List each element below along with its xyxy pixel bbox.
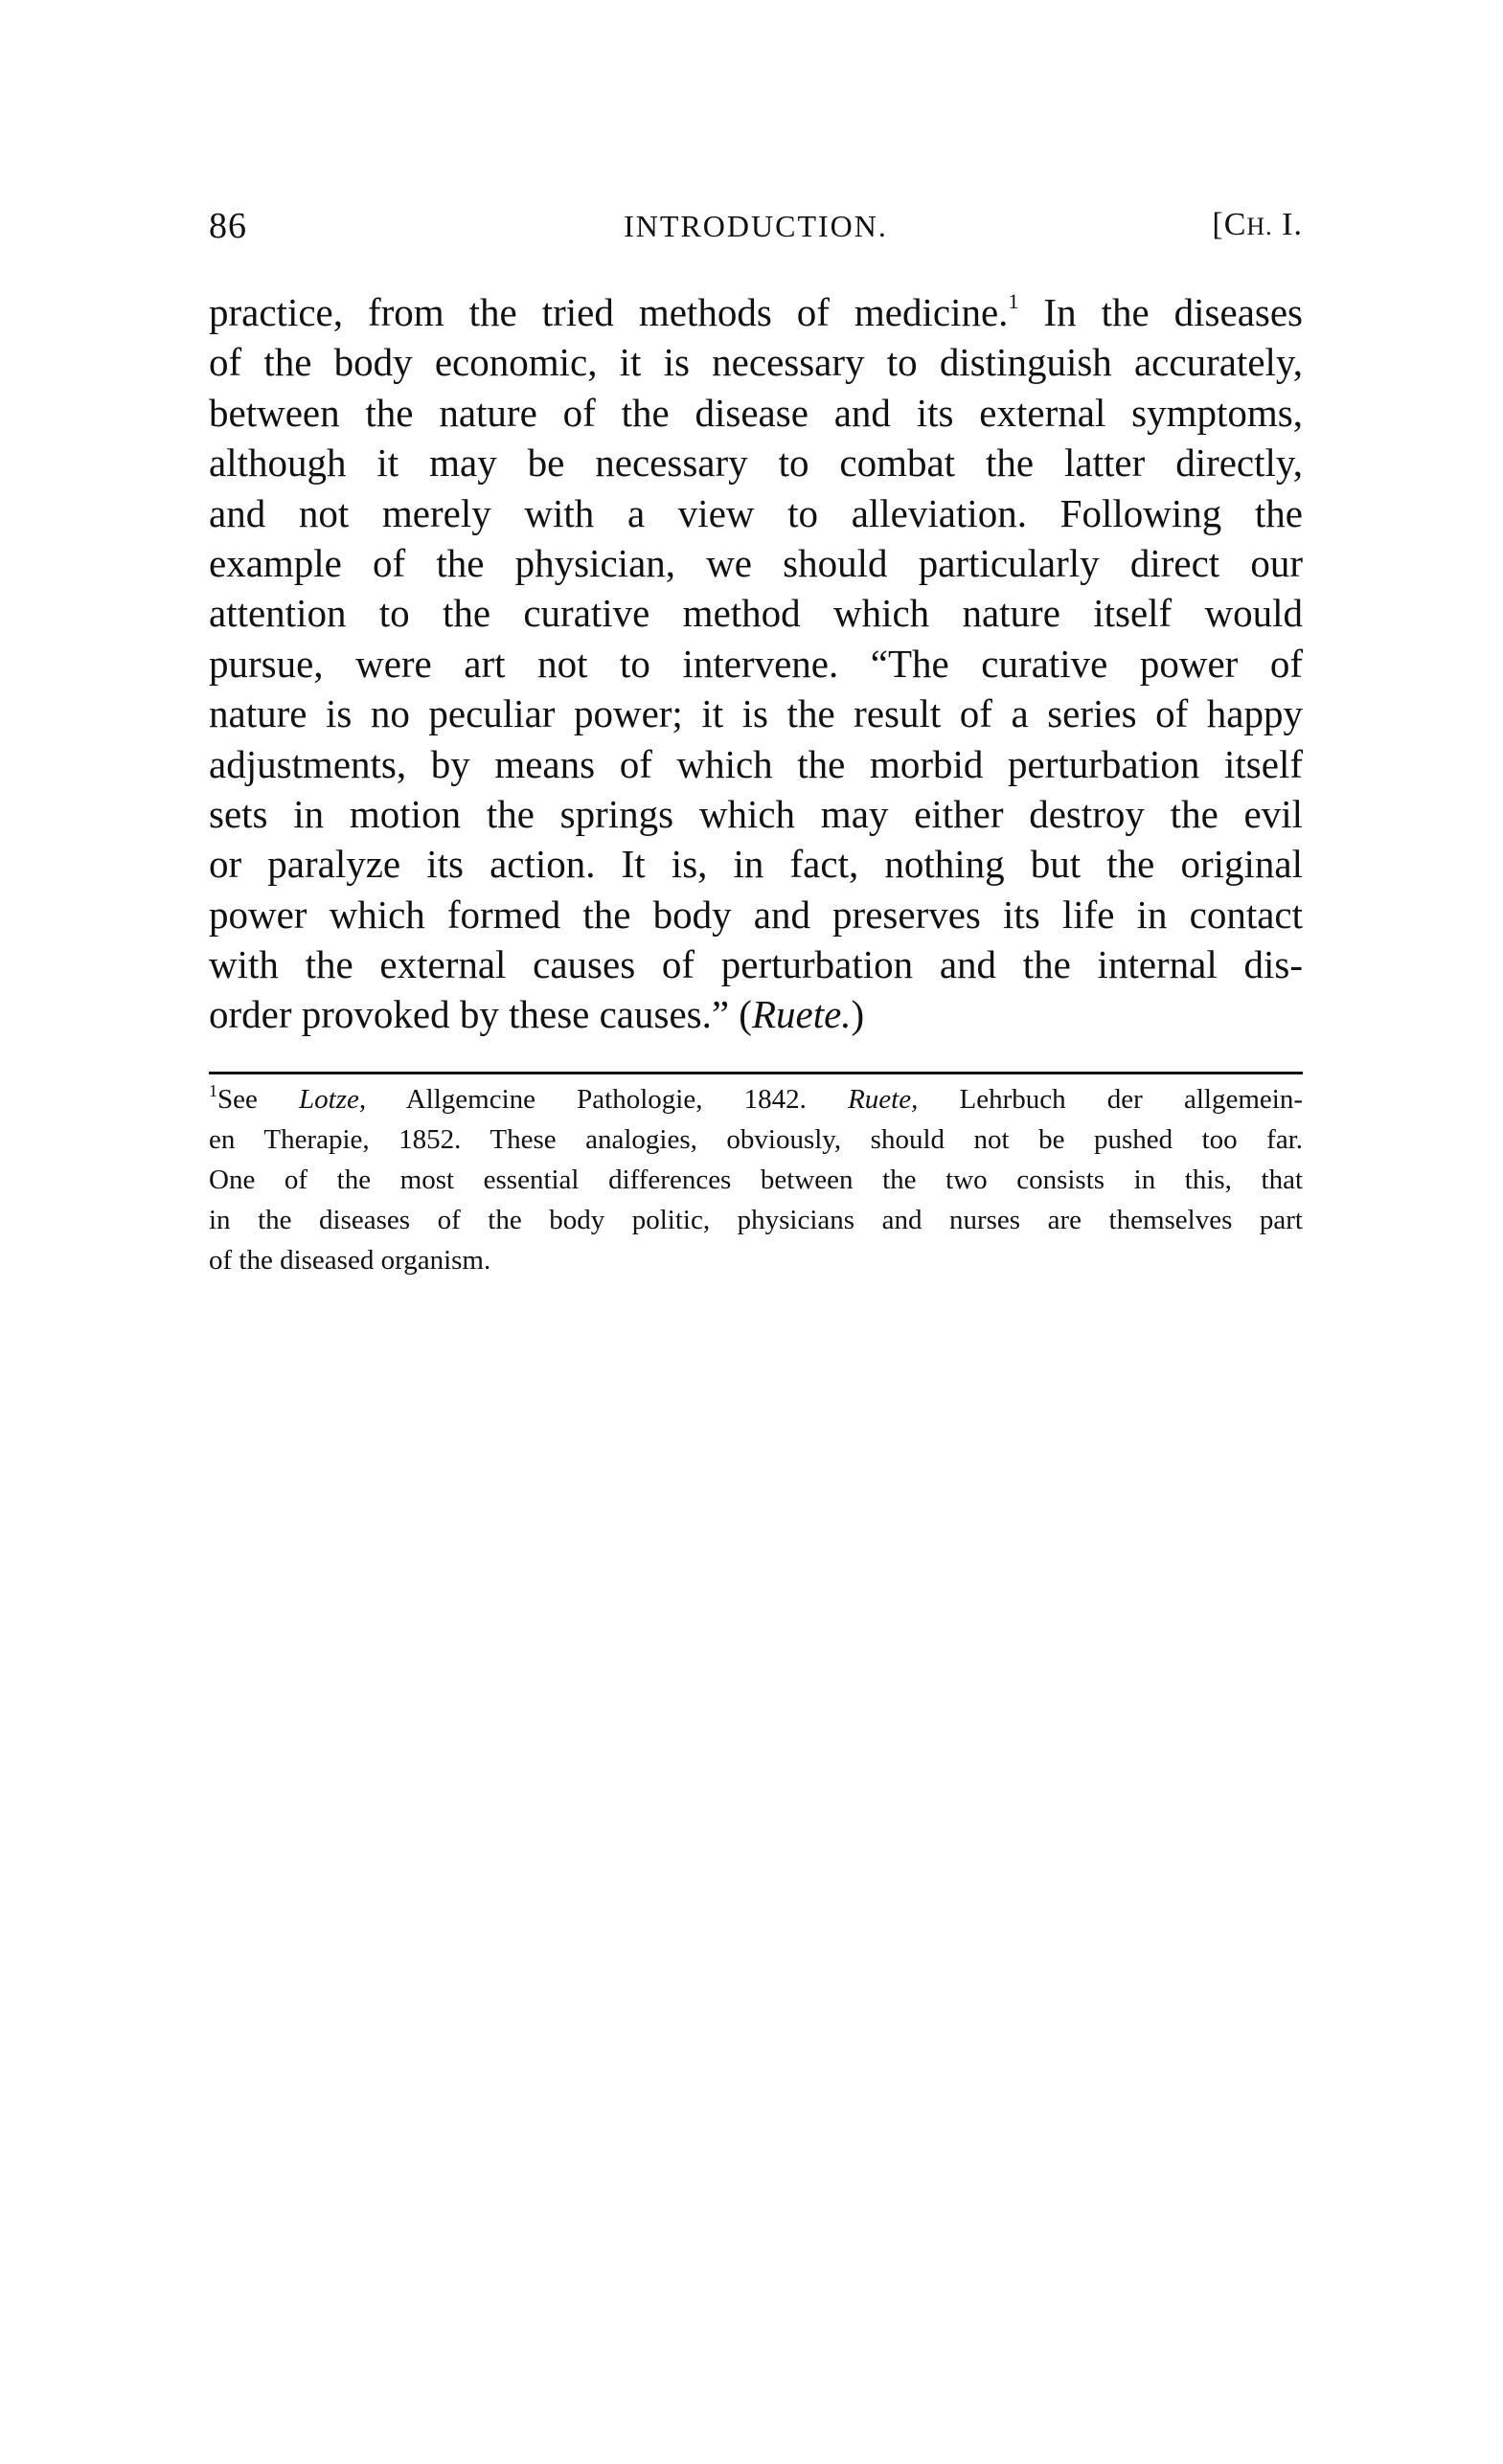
text-line: and not merely with a view to alleviation. Following the (209, 490, 1303, 535)
citation-ruete: Ruete. (751, 992, 852, 1037)
chapter-number: I. (1272, 207, 1303, 242)
text-run: Allgemcine Pathologie, 1842. (366, 1084, 849, 1115)
footnote-reference[interactable]: 1 (1008, 289, 1019, 313)
text-run: order provoked by these causes.” ( (209, 992, 752, 1037)
chapter-marker (1212, 207, 1303, 243)
text-line: or paralyze its action. It is, in fact, nothing but the original (209, 842, 1303, 887)
footnote-line (209, 1079, 1303, 1119)
text-line: nature is no peculiar power; it is the result of a series of happy (209, 691, 1303, 736)
text-run: See (217, 1084, 300, 1115)
footnote (209, 1079, 1303, 1280)
footnote-line: of the diseased organism. (209, 1245, 491, 1276)
footnote-line: One of the most essential differences between the two consists in this, that (209, 1164, 1303, 1195)
author-lotze: Lotze, (299, 1084, 367, 1115)
chapter-small-caps: H. (1246, 213, 1273, 240)
chapter-bracket: [ (1212, 207, 1224, 242)
text-line (209, 989, 1303, 1039)
text-run: Lehrbuch der allgemein- (918, 1084, 1303, 1115)
text-line: power which formed the body and preserves its life in contact (209, 892, 1303, 937)
text-line: between the nature of the disease and its external symptoms, (209, 390, 1303, 435)
text-line: although it may be necessary to combat the latter directly, (209, 441, 1303, 486)
text-run: In the diseases (1018, 290, 1303, 334)
text-line: adjustments, by means of which the morbid perturbation itself (209, 741, 1303, 786)
text-line: of the body economic, it is necessary to distinguish accurately, (209, 340, 1303, 385)
text-line (209, 287, 1303, 337)
footnote-marker: 1 (209, 1081, 217, 1100)
text-line: with the external causes of perturbation and the internal dis- (209, 942, 1303, 987)
footnote-line: en Therapie, 1852. These analogies, obviously, should not be pushed too far. (209, 1124, 1303, 1155)
text-line: attention to the curative method which nature itself would (209, 591, 1303, 636)
text-run: practice, from the tried methods of medicine. (209, 290, 1009, 334)
text-line: sets in motion the springs which may either destroy the evil (209, 791, 1303, 836)
author-ruete: Ruete, (848, 1084, 919, 1115)
footnote-line: in the diseases of the body politic, physicians and nurses are themselves part (209, 1205, 1303, 1235)
main-paragraph (209, 287, 1303, 1040)
text-run: ) (851, 992, 865, 1037)
chapter-prefix: C (1223, 207, 1247, 242)
running-title: INTRODUCTION. (624, 209, 888, 243)
page-number: 86 (209, 206, 247, 246)
running-header (209, 205, 1303, 253)
footnote-divider (209, 1072, 1303, 1074)
text-line: example of the physician, we should particularly direct our (209, 540, 1303, 585)
text-line: pursue, were art not to intervene. “The curative power of (209, 641, 1303, 686)
